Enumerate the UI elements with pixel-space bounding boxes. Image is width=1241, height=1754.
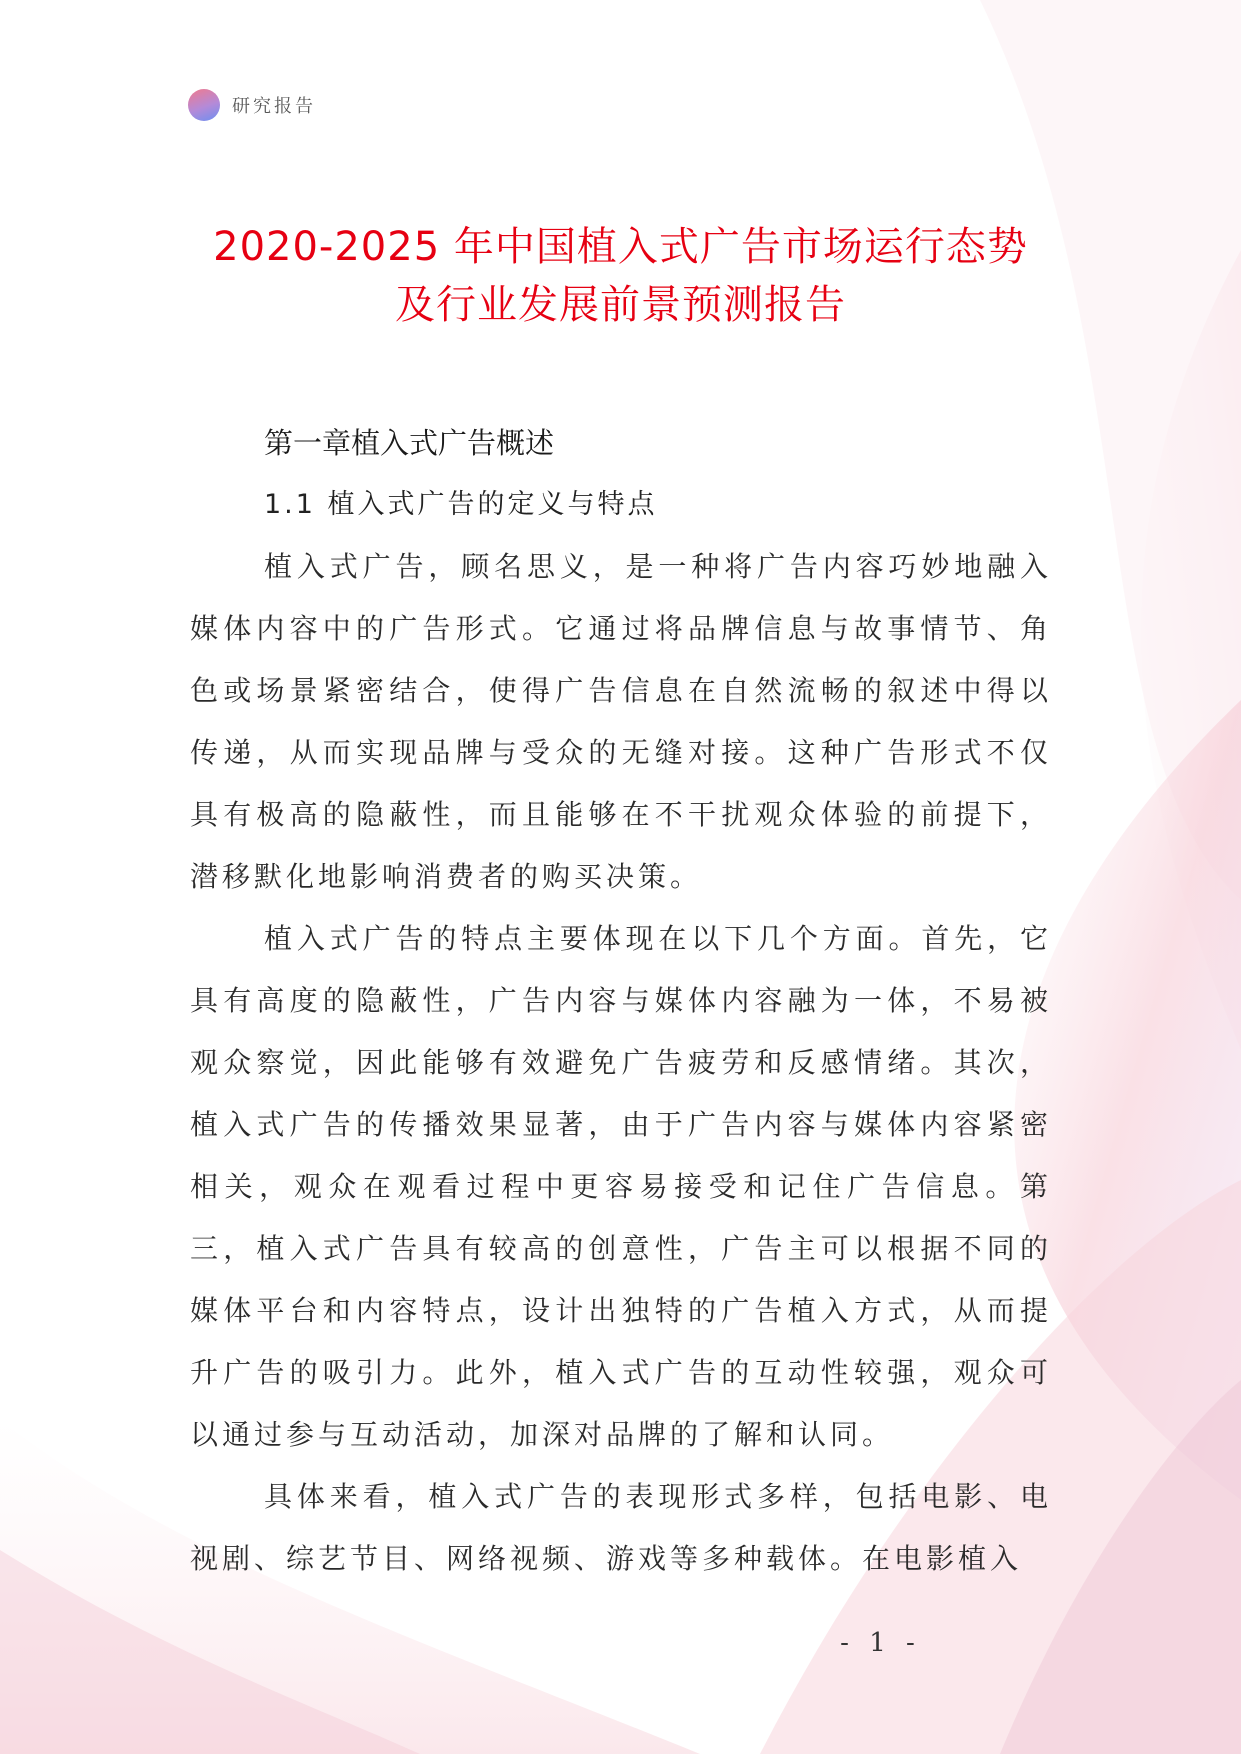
gradient-circle-logo (188, 89, 220, 121)
document-title (150, 218, 1091, 334)
title-line-2: 及行业发展前景预测报告 (395, 282, 846, 328)
header-label: 研究报告 (232, 96, 316, 117)
title-line-1: 2020-2025 年中国植入式广告市场运行态势 (213, 224, 1028, 270)
report-header (188, 88, 316, 122)
page-number: - 1 - (840, 1628, 921, 1658)
section-heading: 1.1 植入式广告的定义与特点 (264, 489, 658, 520)
paragraph: 植入式广告，顾名思义，是一种将广告内容巧妙地融入媒体内容中的广告形式。它通过将品牌信息与故事情节、角色或场景紧密结合，使得广告信息在自然流畅的叙述中得以传递，从而实现品牌与受众的无缝对接。这种广告形式不仅具有极高的隐蔽性，而且能够在不干扰观众体验的前提下，潜移默化地影响消费者的购买决策。 (190, 550, 1052, 893)
document-body (190, 412, 1052, 1590)
chapter-heading: 第一章植入式广告概述 (264, 426, 555, 460)
paragraph: 具体来看，植入式广告的表现形式多样，包括电影、电视剧、综艺节目、网络视频、游戏等多种载体。在电影植入 (190, 1480, 1052, 1575)
page-number-footer (0, 1628, 1241, 1658)
paragraph: 植入式广告的特点主要体现在以下几个方面。首先，它具有高度的隐蔽性，广告内容与媒体内容融为一体，不易被观众察觉，因此能够有效避免广告疲劳和反感情绪。其次，植入式广告的传播效果显著，由于广告内容与媒体内容紧密相关，观众在观看过程中更容易接受和记住广告信息。第三，植入式广告具有较高的创意性，广告主可以根据不同的媒体平台和内容特点，设计出独特的广告植入方式，从而提升广告的吸引力。此外，植入式广告的互动性较强，观众可以通过参与互动活动，加深对品牌的了解和认同。 (190, 922, 1052, 1451)
